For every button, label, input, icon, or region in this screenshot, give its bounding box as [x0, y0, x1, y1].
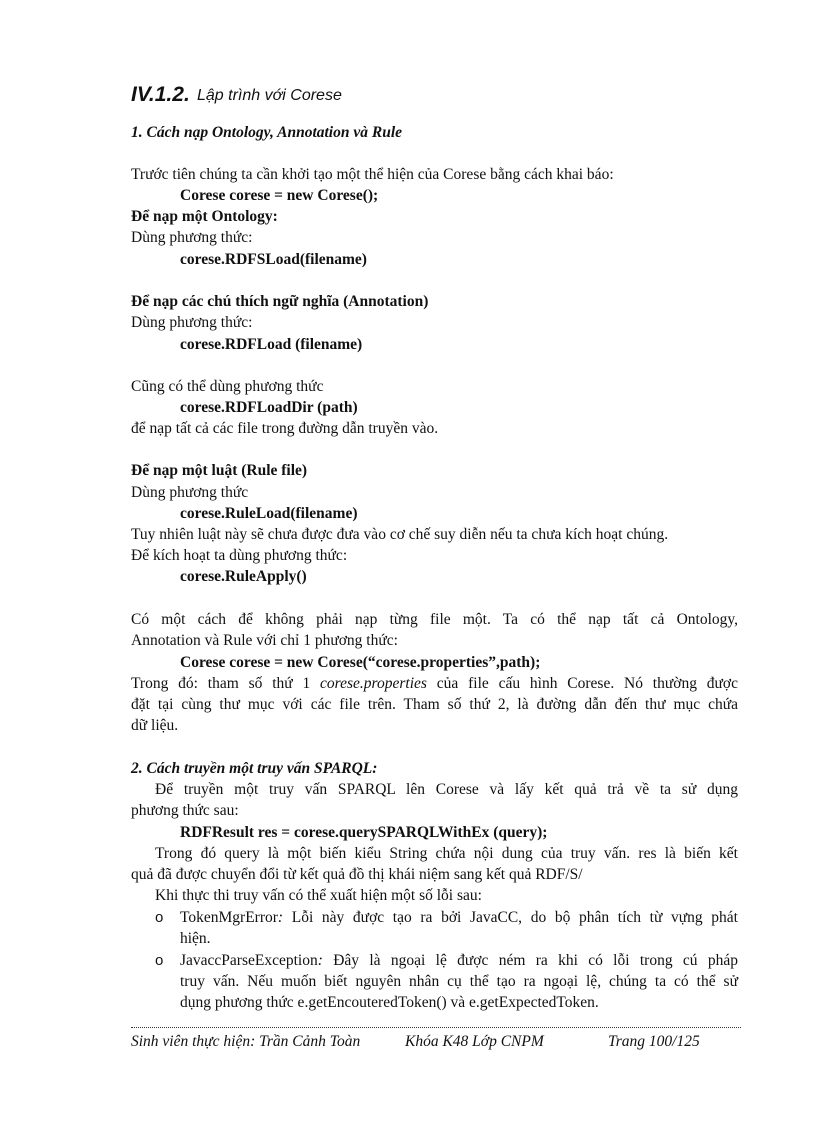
bold-heading: Để nạp một Ontology:: [131, 208, 278, 225]
paragraph: quả đã được chuyển đổi từ kết quả đồ thị khái niệm sang kết quả RDF/S/: [131, 866, 583, 883]
bold-heading: Để nạp một luật (Rule file): [131, 462, 308, 479]
paragraph: phương thức sau:: [131, 802, 239, 819]
error-name: JavaccParseException: [180, 952, 318, 969]
code-line: corese.RuleApply(): [180, 568, 307, 585]
paragraph: Dùng phương thức: [131, 484, 249, 501]
section-number: IV.1.2.: [131, 83, 190, 106]
error-name: TokenMgrError: [180, 909, 278, 926]
code-line: RDFResult res = corese.querySPARQLWithEx (query);: [180, 824, 548, 841]
footer-divider: [131, 1027, 741, 1028]
list-item: [180, 951, 738, 971]
paragraph: [131, 674, 738, 694]
paragraph: Để kích hoạt ta dùng phương thức:: [131, 547, 348, 564]
text-run: Trong đó: tham số thứ 1: [131, 675, 321, 692]
page-footer: [131, 1032, 700, 1052]
code-line: corese.RuleLoad(filename): [180, 505, 358, 522]
bullet-symbol: o: [155, 952, 164, 969]
paragraph: Cũng có thể dùng phương thức: [131, 378, 324, 395]
code-line: corese.RDFLoad (filename): [180, 336, 363, 353]
list-item-cont: truy vấn. Nếu muốn biết nguyên nhân cụ thể tạo ra ngoại lệ, chúng ta có thể sử: [180, 973, 738, 990]
paragraph: Có một cách để không phải nạp từng file một. Ta có thể nạp tất cả Ontology,: [131, 611, 738, 628]
separator: :: [277, 909, 292, 926]
paragraph: Để truyền một truy vấn SPARQL lên Corese và lấy kết quả trả về ta sử dụng: [155, 781, 738, 798]
footer-student: Sinh viên thực hiện: Trần Cảnh Toàn: [131, 1033, 361, 1050]
separator: :: [317, 952, 334, 969]
list-item: [180, 908, 738, 928]
section-title: Lập trình với Corese: [197, 87, 342, 104]
paragraph: Trước tiên chúng ta cần khởi tạo một thể hiện của Corese bằng cách khai báo:: [131, 166, 614, 183]
code-line: corese.RDFSLoad(filename): [180, 251, 367, 268]
filename-term: corese.properties: [320, 675, 427, 692]
paragraph: Dùng phương thức:: [131, 229, 253, 246]
code-line: corese.RDFLoadDir (path): [180, 399, 358, 416]
paragraph: dữ liệu.: [131, 717, 179, 734]
subsection-title-2: 2. Cách truyền một truy vấn SPARQL:: [131, 760, 378, 777]
paragraph: để nạp tất cả các file trong đường dẫn truyền vào.: [131, 420, 439, 437]
list-item-cont: dụng phương thức e.getEncouteredToken() và e.getExpectedToken.: [180, 994, 599, 1011]
subsection-title-1: 1. Cách nạp Ontology, Annotation và Rule: [131, 124, 403, 141]
code-line: Corese corese = new Corese();: [180, 187, 379, 204]
code-line: Corese corese = new Corese(“corese.properties”,path);: [180, 654, 541, 671]
paragraph: Dùng phương thức:: [131, 314, 253, 331]
footer-class: Khóa K48 Lớp CNPM: [405, 1033, 544, 1050]
list-item-cont: hiện.: [180, 930, 211, 947]
paragraph: Tuy nhiên luật này sẽ chưa được đưa vào cơ chế suy diễn nếu ta chưa kích hoạt chúng.: [131, 526, 669, 543]
paragraph: đặt tại cùng thư mục với các file trên. Tham số thứ 2, là đường dẫn đến thư mục chứa: [131, 696, 738, 713]
error-desc: Lỗi này được tạo ra bởi JavaCC, do bộ phân tích từ vựng phát: [291, 909, 738, 926]
paragraph: Khi thực thi truy vấn có thể xuất hiện một số lỗi sau:: [155, 887, 482, 904]
bold-heading: Để nạp các chú thích ngữ nghĩa (Annotation): [131, 293, 429, 310]
paragraph: Annotation và Rule với chỉ 1 phương thức:: [131, 632, 398, 649]
error-desc: Đây là ngoại lệ được ném ra khi có lỗi trong cú pháp: [333, 952, 738, 969]
paragraph: Trong đó query là một biến kiểu String chứa nội dung của truy vấn. res là biến kết: [155, 845, 738, 862]
footer-page: Trang 100/125: [608, 1033, 700, 1050]
text-run: của file cấu hình Corese. Nó thường được: [426, 675, 738, 692]
bullet-symbol: o: [155, 909, 164, 926]
